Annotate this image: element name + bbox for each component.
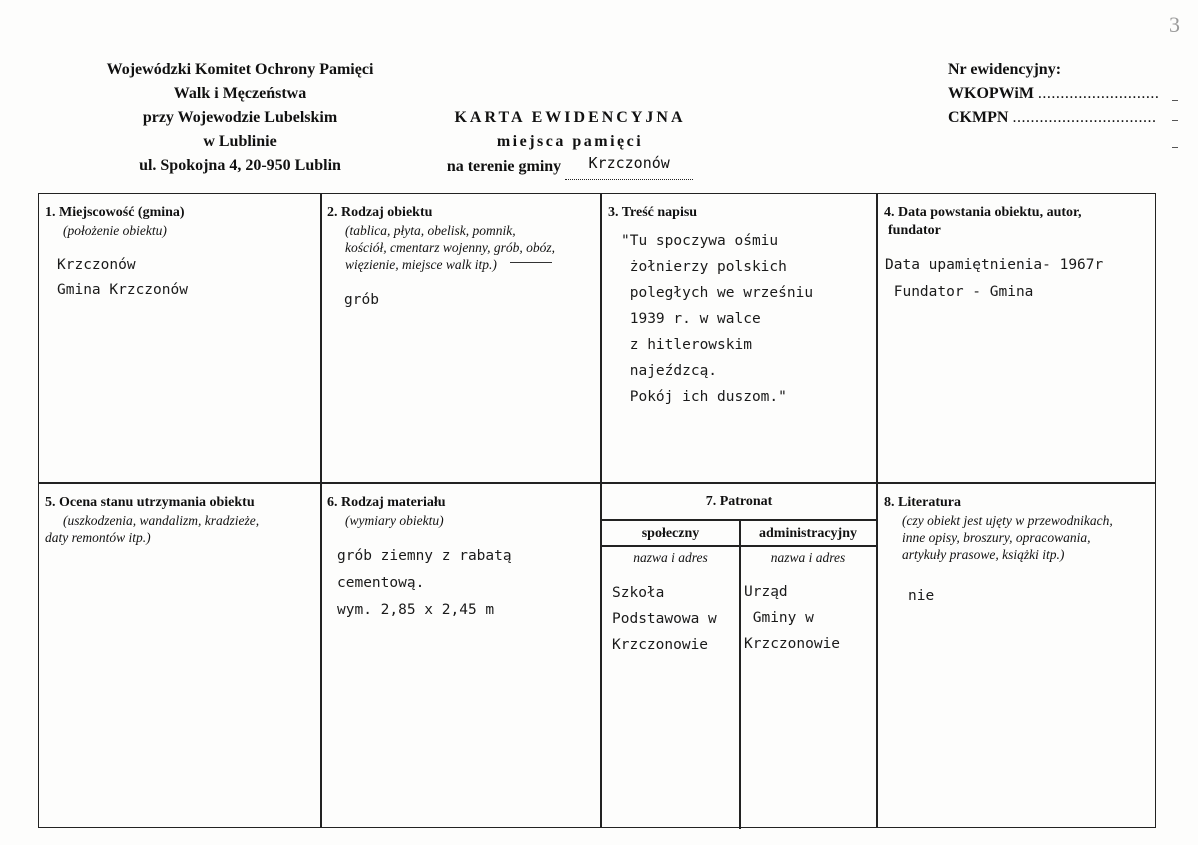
form-grid <box>38 193 1156 828</box>
field-location-value: Krzczonów Gmina Krzczonów <box>57 257 188 298</box>
org-line: w Lublinie <box>203 133 277 150</box>
registry-block <box>948 58 1159 130</box>
field-date-author-value: Data upamiętnienia- 1967r Fundator - Gmina <box>885 257 1104 300</box>
field-condition-sub: (uszkodzenia, wandalizm, kradzieże, <box>63 513 260 528</box>
field-location-sub: (położenie obiektu) <box>63 223 167 238</box>
field-object-type-sub: kościół, cmentarz wojenny, grób, obóz, <box>345 240 555 255</box>
card-title-sub: miejsca pamięci <box>496 133 644 150</box>
field-material-sub: (wymiary obiektu) <box>345 513 444 528</box>
ckmpn-label: CKMPN <box>948 109 1009 126</box>
field-literature <box>878 484 1156 829</box>
patronage-admin-heading: administracyjny <box>759 526 857 541</box>
gmina-label: na terenie gminy <box>446 158 562 175</box>
handwritten-underline <box>510 262 552 263</box>
ckmpn-dots: ................................ <box>1012 109 1157 126</box>
field-date-author <box>878 194 1156 482</box>
org-line: Wojewódzki Komitet Ochrony Pamięci <box>106 61 374 78</box>
field-condition-sub: daty remontów itp.) <box>45 530 151 545</box>
field-material-value: grób ziemny z rabatą cementową. wym. 2,85 x 2,45 m <box>337 548 512 618</box>
card-title <box>420 106 720 180</box>
patronage-admin-value: Urząd Gminy w Krzczonowie <box>744 584 841 652</box>
field-object-type-sub: więzienie, miejsce walk itp.) <box>345 257 497 272</box>
organization-header <box>40 58 440 178</box>
patronage-social-value: Szkoła Podstawowa w Krzczonowie <box>612 585 717 653</box>
margin-tick <box>1172 147 1178 148</box>
registry-label: Nr ewidencyjny: <box>948 61 1062 78</box>
org-address: ul. Spokojna 4, 20-950 Lublin <box>139 157 341 174</box>
wkopwim-dots: ........................... <box>1037 85 1160 102</box>
field-material-heading: 6. Rodzaj materiału <box>327 495 446 510</box>
field-condition <box>39 484 320 829</box>
gmina-field <box>565 154 693 180</box>
gmina-line <box>420 154 720 180</box>
field-literature-value: nie <box>908 588 935 604</box>
field-literature-sub: inne opisy, broszury, opracowania, <box>902 530 1091 545</box>
patronage-admin-sub: nazwa i adres <box>770 550 846 565</box>
field-literature-heading: 8. Literatura <box>884 495 961 510</box>
field-date-author-heading: 4. Data powstania obiektu, autor, <box>884 205 1082 220</box>
field-object-type <box>321 194 600 482</box>
page-number: 3 <box>1169 12 1180 37</box>
field-location-heading: 1. Miejscowość (gmina) <box>45 205 185 220</box>
field-inscription-heading: 3. Treść napisu <box>608 205 698 220</box>
field-object-type-heading: 2. Rodzaj obiektu <box>327 205 433 220</box>
field-material <box>321 484 600 829</box>
field-object-type-value: grób <box>344 292 379 308</box>
patronage-social-heading: społeczny <box>641 526 700 541</box>
field-inscription-value: "Tu spoczywa ośmiu żołnierzy polskich poległych we wrześniu 1939 r. w walce z hitlerowskim najeźdzcą. Pokój ich duszom." <box>621 233 814 405</box>
field-patronage <box>602 484 876 829</box>
patronage-social-sub: nazwa i adres <box>633 550 708 565</box>
wkopwim-label: WKOPWiM <box>948 85 1034 102</box>
field-object-type-sub: (tablica, płyta, obelisk, pomnik, <box>345 223 516 238</box>
ckmpn-row <box>948 106 1159 130</box>
field-literature-sub: artykuły prasowe, książki itp.) <box>902 547 1065 562</box>
field-condition-heading: 5. Ocena stanu utrzymania obiektu <box>45 495 255 510</box>
field-location <box>39 194 320 482</box>
wkopwim-row <box>948 82 1159 106</box>
field-inscription <box>602 194 876 482</box>
field-patronage-heading: 7. Patronat <box>705 494 773 509</box>
margin-tick <box>1172 120 1178 121</box>
field-literature-sub: (czy obiekt jest ujęty w przewodnikach, <box>902 513 1113 528</box>
org-line: przy Wojewodzie Lubelskim <box>142 109 338 126</box>
field-date-author-heading: fundator <box>888 223 941 238</box>
margin-tick <box>1172 100 1178 101</box>
gmina-value: Krzczonów <box>588 154 670 172</box>
card-title-main: KARTA EWIDENCYJNA <box>454 109 686 126</box>
org-line: Walk i Męczeństwa <box>173 85 307 102</box>
